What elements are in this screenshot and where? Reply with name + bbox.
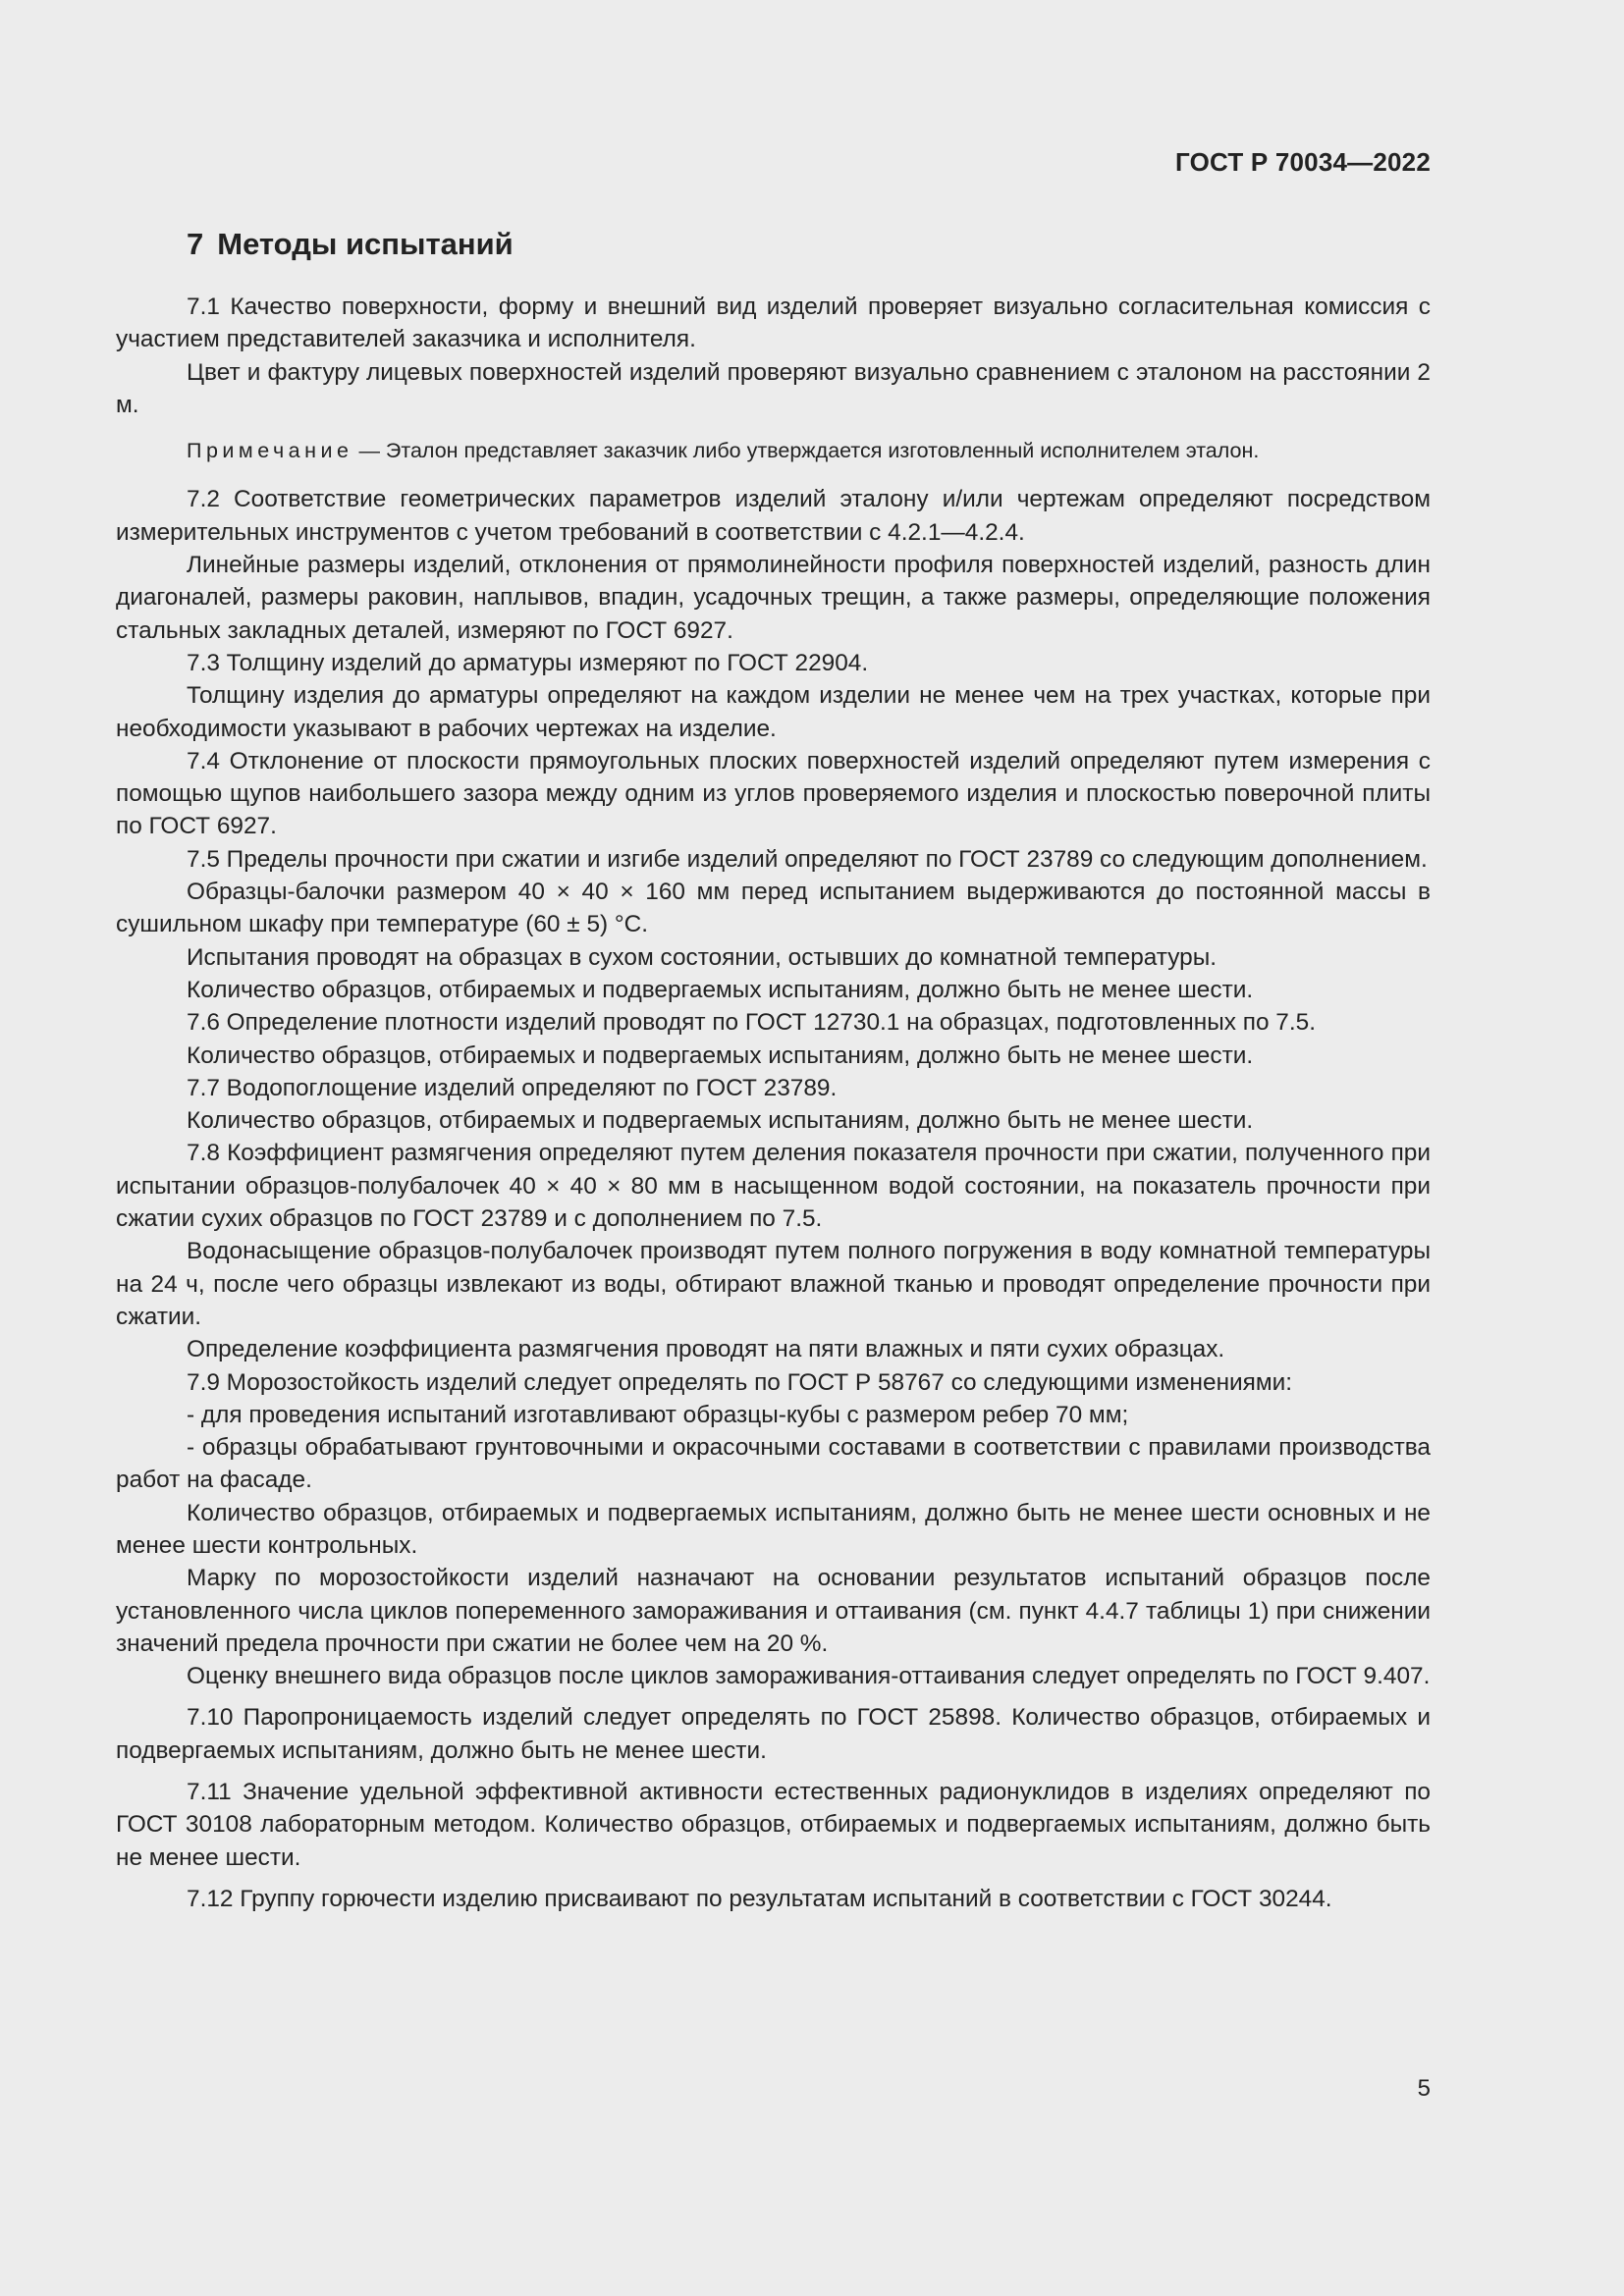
paragraph-7-4: 7.4 Отклонение от плоскости прямоугольных плоских поверхностей изделий определяют путем измерения с помощью щупов наибольшего зазора между одним из углов проверяемого изделия и плоскостью поверочной плиты по ГОСТ 6927. (116, 747, 1431, 840)
paragraph: Образцы-балочки размером 40 × 40 × 160 мм перед испытанием выдерживаются до постоянной массы в сушильном шкафу при температуре (60 ± 5) °С. (116, 879, 1431, 938)
paragraph: Линейные размеры изделий, отклонения от прямолинейности профиля поверхностей изделий, разность длин диагоналей, размеры раковин, наплывов, впадин, усадочных трещин, а также размеры, определяющие положения стальных закладных деталей, измеряют по ГОСТ 6927. (116, 552, 1431, 644)
paragraph-7-8: 7.8 Коэффициент размягчения определяют путем деления показателя прочности при сжатии, полученного при испытании образцов-полубалочек 40 × 40 × 80 мм в насыщенном водой состоянии, на показатель прочности при сжатии сухих образцов по ГОСТ 23789 и с дополнением по 7.5. (116, 1140, 1431, 1233)
section-number: 7 (187, 227, 204, 261)
list-item: - для проведения испытаний изготавливают образцы-кубы с размером ребер 70 мм; (187, 1401, 1129, 1428)
paragraph-7-12: 7.12 Группу горючести изделию присваивают по результатам испытаний в соответствии с ГОСТ 30244. (187, 1885, 1332, 1912)
paragraph-7-5: 7.5 Пределы прочности при сжатии и изгибе изделий определяют по ГОСТ 23789 со следующим дополнением. (187, 845, 1428, 873)
paragraph-7-10: 7.10 Паропроницаемость изделий следует определять по ГОСТ 25898. Количество образцов, отбираемых и подвергаемых испытаниям, должно быть не менее шести. (116, 1704, 1431, 1764)
paragraph: Испытания проводят на образцах в сухом состоянии, остывших до комнатной температуры. (187, 943, 1218, 971)
paragraph: Толщину изделия до арматуры определяют на каждом изделии не менее чем на трех участках, которые при необходимости указывают в рабочих чертежах на изделие. (116, 682, 1431, 742)
section-heading (116, 220, 1431, 269)
paragraph-7-7: 7.7 Водопоглощение изделий определяют по ГОСТ 23789. (187, 1074, 838, 1101)
section-title: Методы испытаний (217, 227, 514, 261)
paragraph-7-2: 7.2 Соответствие геометрических параметров изделий эталону и/или чертежам определяют посредством измерительных инструментов с учетом требований в соответствии с 4.2.1—4.2.4. (116, 486, 1431, 546)
paragraph: Количество образцов, отбираемых и подвергаемых испытаниям, должно быть не менее шести. (187, 1107, 1254, 1135)
paragraph: Оценку внешнего вида образцов после циклов замораживания-оттаивания следует определять по ГОСТ 9.407. (187, 1663, 1431, 1690)
paragraph: Водонасыщение образцов-полубалочек производят путем полного погружения в воду комнатной температуры на 24 ч, после чего образцы извлекают из воды, обтирают влажной тканью и проводят определение прочности при сжатии. (116, 1238, 1431, 1330)
page-content (116, 220, 1431, 1915)
paragraph: Определение коэффициента размягчения проводят на пяти влажных и пяти сухих образцах. (187, 1336, 1225, 1363)
list-item: - образцы обрабатывают грунтовочными и окрасочными составами в соответствии с правилами производства работ на фасаде. (116, 1434, 1431, 1494)
paragraph-7-11: 7.11 Значение удельной эффективной активности естественных радионуклидов в изделиях определяют по ГОСТ 30108 лабораторным методом. Количество образцов, отбираемых и подвергаемых испытаниям, должно быть не менее шести. (116, 1779, 1431, 1871)
paragraph: Количество образцов, отбираемых и подвергаемых испытаниям, должно быть не менее шести. (187, 976, 1254, 1003)
paragraph-7-1: 7.1 Качество поверхности, форму и внешний вид изделий проверяет визуально согласительная комиссия с участием представителей заказчика и исполнителя. (116, 294, 1431, 353)
note (116, 435, 1431, 467)
note-text: — Эталон представляет заказчик либо утверждается изготовленный исполнителем эталон. (358, 439, 1260, 463)
paragraph-7-9: 7.9 Морозостойкость изделий следует определять по ГОСТ Р 58767 со следующими изменениями: (187, 1368, 1293, 1396)
paragraph: Количество образцов, отбираемых и подвергаемых испытаниям, должно быть не менее шести основных и не менее шести контрольных. (116, 1499, 1431, 1559)
note-label: Примечание (187, 439, 353, 463)
page-number: 5 (1417, 2075, 1431, 2102)
paragraph-7-6: 7.6 Определение плотности изделий проводят по ГОСТ 12730.1 на образцах, подготовленных по 7.5. (187, 1009, 1316, 1037)
paragraph: Марку по морозостойкости изделий назначают на основании результатов испытаний образцов после установленного числа циклов попеременного замораживания и оттаивания (см. пункт 4.4.7 таблицы 1) при снижении значений предела прочности при сжатии не более чем на 20 %. (116, 1565, 1431, 1657)
paragraph-7-3: 7.3 Толщину изделий до арматуры измеряют по ГОСТ 22904. (187, 649, 869, 676)
paragraph: Количество образцов, отбираемых и подвергаемых испытаниям, должно быть не менее шести. (187, 1041, 1254, 1069)
document-code: ГОСТ Р 70034—2022 (1175, 147, 1431, 177)
paragraph: Цвет и фактуру лицевых поверхностей изделий проверяют визуально сравнением с эталоном на расстоянии 2 м. (116, 358, 1431, 418)
